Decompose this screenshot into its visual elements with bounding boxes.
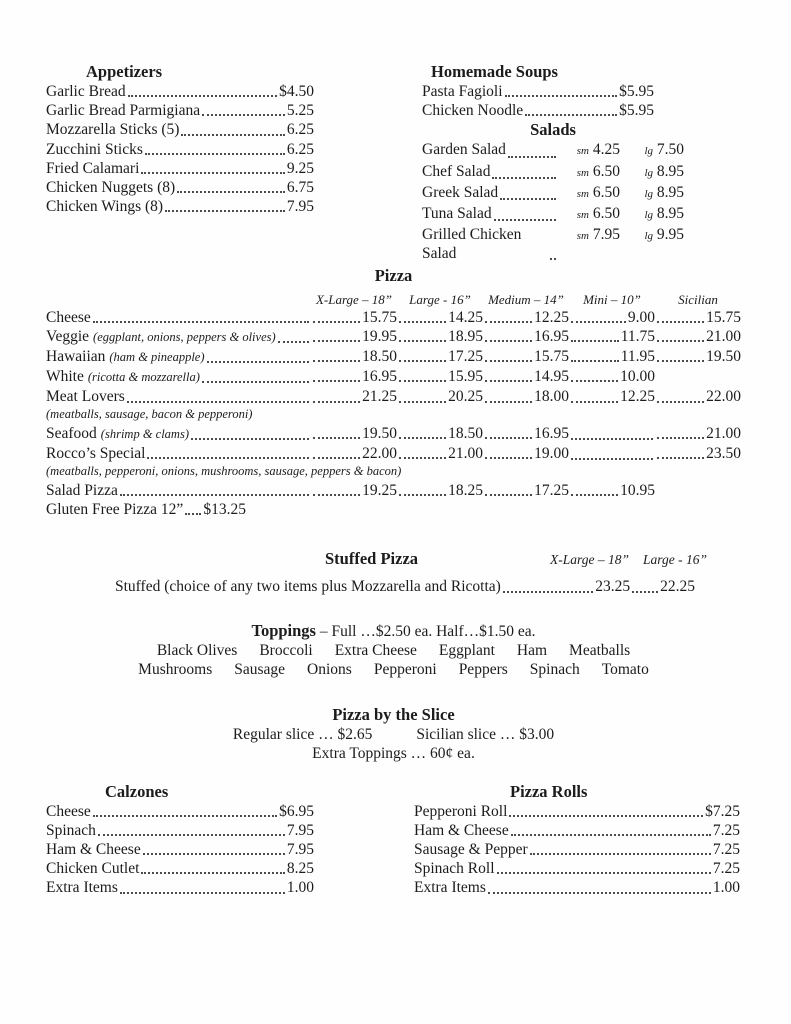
large-size-label: lg [644, 187, 653, 200]
dot-leader [530, 853, 711, 855]
menu-item-row [422, 101, 654, 120]
item-price: $7.25 [705, 802, 740, 820]
item-price: 9.25 [286, 159, 314, 177]
item-name: Chicken Cutlet [46, 860, 140, 878]
item-name: Spinach Roll [414, 860, 495, 878]
size-column-xlarge: X-Large – 18” [315, 291, 393, 307]
menu-item-row [46, 802, 314, 821]
dot-leader [202, 114, 285, 116]
gluten-free-row [46, 500, 246, 519]
menu-item-row [46, 82, 314, 101]
toppings-title: Toppings [251, 620, 316, 640]
dot-leader [185, 513, 201, 515]
pizza-rolls-title: Pizza Rolls [510, 781, 588, 801]
price-mini: 11.75 [620, 327, 655, 345]
small-price: sm 6.50 [576, 183, 620, 201]
dot-leader [509, 815, 703, 817]
toppings-pricing-line [46, 621, 741, 641]
topping: Meatballs [569, 641, 631, 659]
salad-row [422, 162, 684, 183]
item-name: Pasta Fagioli [422, 83, 503, 100]
large-price: lg 9.95 [644, 226, 684, 244]
price-sicilian: 22.00 [706, 388, 741, 406]
pizza-item-name: Cheese [46, 308, 91, 326]
stuffed-column-xlarge: X-Large – 18” [549, 552, 629, 568]
item-price: 7.95 [286, 841, 314, 859]
item-name: Chicken Noodle [422, 102, 524, 120]
price-mini: 12.25 [620, 388, 655, 406]
item-name: Greek Salad [422, 183, 499, 201]
menu-item-row [46, 159, 314, 178]
large-size-label: lg [644, 145, 653, 158]
item-name: Mozzarella Sticks (5) [46, 121, 180, 139]
dot-leader [505, 95, 618, 97]
item-name: Fried Calamari [46, 159, 140, 177]
price-sicilian: 21.00 [706, 424, 741, 442]
item-price: 7.95 [286, 198, 314, 216]
menu-item-row [414, 802, 740, 821]
price-large: 18.95 [448, 327, 483, 345]
price-xlarge: 21.25 [362, 388, 397, 406]
topping: Onions [307, 661, 352, 679]
item-price: 8.25 [286, 860, 314, 878]
large-size-label: lg [644, 209, 653, 222]
item-name: Pepperoni Roll [414, 802, 508, 820]
topping: Spinach [529, 661, 580, 679]
menu-item-row [414, 859, 740, 878]
dot-leader [497, 872, 711, 874]
salads-title: Salads [530, 120, 576, 140]
price-xlarge: 19.95 [362, 327, 397, 345]
regular-slice-price: Regular slice … $2.65 [232, 726, 373, 744]
price-medium: 18.00 [534, 388, 569, 406]
price-xlarge: 19.50 [362, 424, 397, 442]
topping: Extra Cheese [334, 641, 417, 659]
dot-leader [494, 219, 556, 221]
price-xlarge: 18.50 [362, 348, 397, 366]
menu-item-row [46, 101, 314, 120]
calzones-section [46, 782, 314, 898]
dot-leader [181, 134, 284, 136]
item-name: Sausage & Pepper [414, 841, 528, 859]
price-medium: 12.25 [534, 308, 569, 326]
item-name: Spinach [46, 821, 96, 839]
item-name: Chef Salad [422, 162, 491, 180]
pizza-row [46, 327, 741, 347]
slice-title: Pizza by the Slice [332, 705, 455, 725]
pizza-item-desc: (ham & pineapple) [109, 350, 205, 365]
dot-leader [508, 156, 556, 158]
menu-item-row [46, 859, 314, 878]
pizza-item-name: Meat Lovers [46, 388, 125, 406]
small-size-label: sm [576, 145, 589, 158]
slice-extra-line: Extra Toppings … 60¢ ea. [312, 745, 475, 763]
topping: Broccoli [259, 641, 313, 659]
menu-item-row [414, 840, 740, 859]
dot-leader [632, 591, 658, 593]
topping: Black Olives [156, 641, 238, 659]
dot-leader [127, 401, 309, 403]
dot-leader [120, 494, 309, 496]
soups-salads-section [422, 62, 684, 264]
dot-leader [511, 834, 711, 836]
price-large: 14.25 [448, 308, 483, 326]
bottom-section [46, 782, 741, 898]
large-price: lg 8.95 [644, 183, 684, 201]
price-large: 18.50 [448, 424, 483, 442]
item-name: Tuna Salad [422, 205, 492, 223]
dot-leader [550, 258, 556, 260]
pizza-size-header [46, 292, 741, 308]
item-price: 1.00 [286, 879, 314, 897]
item-price: 1.00 [712, 879, 740, 897]
price-mini: 10.00 [620, 368, 655, 386]
item-price: $4.50 [279, 83, 314, 100]
item-price: $5.95 [619, 102, 654, 120]
item-name: Garden Salad [422, 141, 506, 159]
pizza-rolls-section [414, 782, 740, 898]
pizza-row [46, 387, 741, 406]
menu-item-row [46, 178, 314, 197]
dot-leader [492, 177, 556, 179]
topping: Eggplant [438, 641, 495, 659]
price-mini: 10.95 [620, 481, 655, 499]
sicilian-slice-price: Sicilian slice … $3.00 [416, 726, 555, 744]
small-price: sm 4.25 [576, 141, 620, 159]
dot-leader [165, 210, 285, 212]
item-name: Stuffed (choice of any two items plus Mozzarella and Ricotta) [115, 578, 501, 596]
salad-row [422, 183, 684, 204]
large-size-label: lg [644, 166, 653, 179]
topping: Peppers [458, 661, 508, 679]
price-xlarge: 19.25 [362, 481, 397, 499]
pizza-title: Pizza [374, 265, 413, 285]
item-name: Chicken Wings (8) [46, 198, 164, 216]
dot-leader [93, 321, 309, 323]
pizza-row [46, 481, 741, 500]
dot-leader [177, 191, 285, 193]
item-name: Extra Items [46, 879, 118, 897]
salad-row [422, 225, 684, 263]
price-sicilian: 23.50 [706, 444, 741, 462]
price-large: 15.95 [448, 368, 483, 386]
stuffed-row [115, 577, 695, 596]
price-medium: 17.25 [534, 481, 569, 499]
price-large: 18.25 [448, 481, 483, 499]
item-price: 6.25 [286, 121, 314, 139]
item-price: 7.25 [712, 841, 740, 859]
item-price: 5.25 [286, 102, 314, 120]
pizza-item-name: Hawaiian [46, 348, 106, 366]
topping: Pepperoni [373, 661, 437, 679]
size-column-medium: Medium – 14” [488, 291, 564, 307]
pizza-row [46, 308, 741, 327]
small-size-label: sm [576, 187, 589, 200]
small-size-label: sm [576, 209, 589, 222]
pizza-item-name: Salad Pizza [46, 481, 118, 499]
price-large: 20.25 [448, 388, 483, 406]
menu-item-row [46, 140, 314, 159]
salad-row [422, 204, 684, 225]
large-price: lg 8.95 [644, 162, 684, 180]
dot-leader [93, 815, 277, 817]
item-name: Grilled Chicken Salad [422, 226, 522, 263]
price-xlarge: 23.25 [595, 578, 631, 596]
item-price: $5.95 [619, 83, 654, 100]
item-name: Ham & Cheese [414, 821, 509, 839]
menu-item-row [422, 82, 654, 101]
dot-leader [500, 198, 556, 200]
dot-leader [278, 341, 309, 343]
item-name: Chicken Nuggets (8) [46, 179, 176, 197]
dot-leader [141, 872, 284, 874]
price-xlarge: 22.00 [362, 444, 397, 462]
size-column-mini: Mini – 10” [583, 291, 641, 307]
price-mini: 11.95 [620, 348, 655, 366]
menu-item-row [414, 821, 740, 840]
dot-leader [503, 591, 593, 593]
topping: Sausage [234, 661, 286, 679]
dot-leader [143, 853, 285, 855]
item-name: Extra Items [414, 879, 486, 897]
dot-leader [202, 381, 309, 383]
topping: Mushrooms [138, 661, 213, 679]
price-xlarge: 15.75 [362, 308, 397, 326]
price-medium: 14.95 [534, 368, 569, 386]
top-section [46, 62, 741, 264]
stuffed-pizza-title: Stuffed Pizza [325, 549, 419, 569]
item-name: Ham & Cheese [46, 841, 141, 859]
price-large: 22.25 [660, 578, 695, 596]
toppings-pricing: – Full …$2.50 ea. Half…$1.50 ea. [319, 622, 536, 640]
dot-leader [98, 834, 285, 836]
menu-item-row [46, 197, 314, 216]
large-size-label: lg [644, 230, 653, 243]
pizza-item-name: White [46, 368, 84, 386]
small-price: sm 7.95 [576, 226, 620, 244]
toppings-section [46, 621, 741, 680]
stuffed-column-large: Large - 16” [642, 552, 707, 568]
price-medium: 19.00 [534, 444, 569, 462]
dot-leader [120, 892, 285, 894]
topping: Ham [516, 641, 548, 659]
price-large: 17.25 [448, 348, 483, 366]
dot-leader [128, 95, 278, 97]
pizza-item-desc: (ricotta & mozzarella) [87, 370, 200, 385]
pizza-item-name: Gluten Free Pizza 12” [46, 501, 184, 519]
pizza-row [46, 444, 741, 464]
pizza-item-name: Veggie [46, 327, 90, 345]
salad-row [422, 140, 684, 161]
pizza-item-name: Rocco’s Special [46, 444, 146, 462]
price-medium: 16.95 [534, 327, 569, 345]
toppings-line-2 [46, 660, 741, 679]
dot-leader [488, 892, 711, 894]
size-column-sicilian: Sicilian [678, 291, 718, 307]
item-price: 6.25 [286, 140, 314, 158]
menu-item-row [414, 878, 740, 897]
topping: Tomato [601, 661, 649, 679]
price-mini: 9.00 [627, 308, 655, 326]
small-price: sm 6.50 [576, 162, 620, 180]
calzones-title: Calzones [105, 781, 169, 801]
dot-leader [207, 361, 309, 363]
soups-title: Homemade Soups [431, 62, 558, 81]
dot-leader [147, 457, 309, 459]
size-column-large: Large - 16” [409, 291, 471, 307]
price-medium: 15.75 [534, 348, 569, 366]
pizza-row [46, 424, 741, 444]
menu-item-row [46, 821, 314, 840]
price-medium: 16.95 [534, 424, 569, 442]
pizza-row [46, 367, 741, 387]
toppings-line-1 [46, 641, 741, 660]
stuffed-pizza-header [46, 549, 741, 569]
price-sicilian: 15.75 [706, 308, 741, 326]
pizza-item-desc-below: (meatballs, pepperoni, onions, mushrooms, sausage, peppers & bacon) [46, 463, 402, 478]
dot-leader [141, 172, 284, 174]
item-name: Cheese [46, 802, 91, 820]
pizza-row [46, 347, 741, 367]
item-price: 6.75 [286, 179, 314, 197]
menu-item-row [46, 878, 314, 897]
menu-item-row [46, 840, 314, 859]
item-price: 7.95 [286, 821, 314, 839]
large-price: lg 8.95 [644, 205, 684, 223]
pizza-item-desc-below: (meatballs, sausage, bacon & pepperoni) [46, 406, 253, 421]
item-price: $6.95 [279, 802, 314, 820]
appetizers-title: Appetizers [86, 62, 163, 81]
pizza-item-desc: (eggplant, onions, peppers & olives) [93, 329, 276, 344]
small-size-label: sm [576, 230, 589, 243]
dot-leader [145, 153, 285, 155]
price-sicilian: 19.50 [706, 348, 741, 366]
price-sicilian: 21.00 [706, 327, 741, 345]
small-size-label: sm [576, 166, 589, 179]
item-name: Zucchini Sticks [46, 140, 143, 158]
large-price: lg 7.50 [644, 141, 684, 159]
pizza-item-name: Seafood [46, 424, 97, 442]
price-large: 21.00 [448, 444, 483, 462]
item-price: 7.25 [712, 821, 740, 839]
menu-item-row [46, 120, 314, 139]
price-xlarge: 16.95 [362, 368, 397, 386]
item-name: Garlic Bread [46, 83, 126, 100]
item-price: 7.25 [712, 860, 740, 878]
small-price: sm 6.50 [576, 205, 620, 223]
slice-section [46, 705, 741, 763]
slice-price-line [46, 725, 741, 744]
pizza-item-desc: (shrimp & clams) [100, 426, 189, 441]
dot-leader [191, 438, 309, 440]
item-price: $13.25 [203, 501, 246, 519]
item-name: Garlic Bread Parmigiana [46, 102, 201, 120]
dot-leader [525, 114, 617, 116]
appetizers-section [46, 62, 314, 264]
